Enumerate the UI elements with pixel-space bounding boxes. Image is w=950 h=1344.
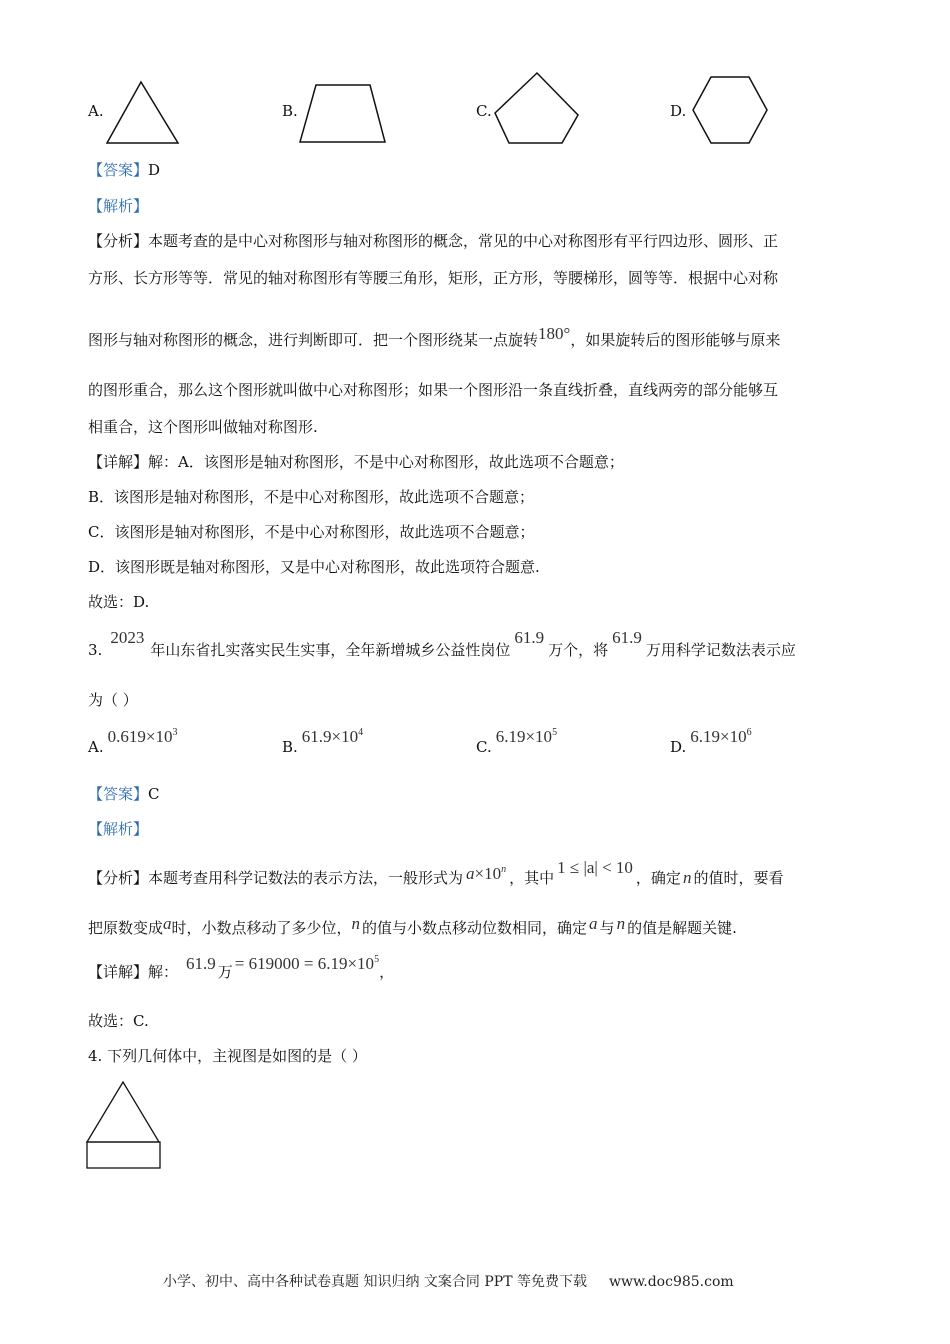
detail-text: 解：A．该图形是轴对称图形，不是中心对称图形，故此选项不合题意； xyxy=(148,453,624,471)
q3-stem-line1 xyxy=(88,628,796,660)
stem-text: 年山东省扎实落实民生实事，全年新增城乡公益性岗位 xyxy=(150,641,511,659)
footer-text: 小学、初中、高中各种试卷真题 知识归纳 文案合同 PPT 等免费下载 xyxy=(163,1274,587,1290)
option-d-label: D. xyxy=(670,102,687,120)
q2-conclusion: 故选：D. xyxy=(88,593,150,611)
q2-analysis-line4: 的图形重合，那么这个图形就叫做中心对称图形；如果一个图形沿一条直线折叠，直线两旁的部分能够互 xyxy=(88,381,779,399)
option-value: 6.19×10 xyxy=(495,727,553,746)
option-a-label: A. xyxy=(88,102,104,120)
unit-wan: 万 xyxy=(217,963,233,981)
q2-analysis-line1 xyxy=(88,231,778,251)
q2-detail-line4: D．该图形既是轴对称图形，又是中心对称图形，故此选项符合题意. xyxy=(88,558,540,576)
option-label: A. xyxy=(88,738,104,756)
answer-value: D xyxy=(148,161,161,179)
q3-analysis-line1 xyxy=(88,858,784,888)
q3-explain-tag: 【解析】 xyxy=(88,820,149,838)
number-61-9: 61.9 xyxy=(186,954,216,973)
q3-conclusion: 故选：C. xyxy=(88,1012,149,1030)
answer-tag: 【答案】 xyxy=(88,785,149,803)
analysis-tag: 【分析】 xyxy=(88,232,149,250)
analysis-text: 图形与轴对称图形的概念，进行判断即可．把一个图形绕某一点旋转 xyxy=(88,331,539,349)
analysis-text: 的值时，要看 xyxy=(693,869,784,887)
exponent-n: n xyxy=(501,864,507,875)
q2-analysis-line5: 相重合，这个图形叫做轴对称图形. xyxy=(88,418,318,436)
q2-detail-line2: B．该图形是轴对称图形，不是中心对称图形，故此选项不合题意； xyxy=(88,488,535,506)
analysis-text: ，其中 xyxy=(509,869,555,887)
number-61-9: 61.9 xyxy=(514,628,545,647)
analysis-text: 与 xyxy=(599,919,615,937)
answer-value: C xyxy=(148,785,160,803)
var-n: n xyxy=(351,914,361,933)
hexagon-figure xyxy=(690,74,770,146)
detail-tag: 【详解】 xyxy=(88,963,149,981)
comma: ， xyxy=(379,963,395,981)
option-value: 61.9×10 xyxy=(301,727,359,746)
analysis-text: 的值与小数点移动位数相同，确定 xyxy=(362,919,588,937)
q4-stem: 4. 下列几何体中，主视图是如图的是（ ） xyxy=(88,1047,367,1065)
q2-detail-line3: C．该图形是轴对称图形，不是中心对称图形，故此选项不合题意； xyxy=(88,523,535,541)
analysis-text: 本题考查用科学记数法的表示方法，一般形式为 xyxy=(148,869,464,887)
q2-answer xyxy=(88,160,160,180)
option-value: 0.619×10 xyxy=(107,727,173,746)
q3-stem-line2: 为（ ） xyxy=(88,691,138,709)
analysis-text: 时，小数点移动了多少位， xyxy=(171,919,352,937)
q2-analysis-line2: 方形、长方形等等．常见的轴对称图形有等腰三角形，矩形，正方形，等腰梯形，圆等等．根据中心对称 xyxy=(88,269,779,287)
option-label: C. xyxy=(476,738,492,756)
var-a: a xyxy=(466,864,475,883)
stem-text: 万用科学记数法表示应 xyxy=(645,641,796,659)
analysis-text: ，确定 xyxy=(635,869,681,887)
times-ten: ×10 xyxy=(474,864,502,883)
var-a: a xyxy=(589,914,598,933)
equation-exponent: 5 xyxy=(374,954,380,965)
var-n: n xyxy=(682,868,692,887)
front-view-figure xyxy=(86,1080,164,1172)
var-a: a xyxy=(163,914,172,933)
pentagon-figure xyxy=(492,70,580,146)
number-61-9: 61.9 xyxy=(612,628,642,647)
trapezoid-figure xyxy=(298,82,388,146)
condition-range: 1 ≤ |a| < 10 xyxy=(557,858,633,877)
option-exponent: 3 xyxy=(172,727,178,738)
option-exponent: 6 xyxy=(746,727,752,738)
analysis-text: ，如果旋转后的图形能够与原来 xyxy=(570,331,781,349)
stem-text: 万个，将 xyxy=(548,641,609,659)
option-value: 6.19×10 xyxy=(690,727,747,746)
analysis-text: 的值是解题关键. xyxy=(627,919,737,937)
q2-detail-line1 xyxy=(88,452,624,472)
footer xyxy=(163,1271,734,1291)
option-b-label: B. xyxy=(282,102,298,120)
q3-answer xyxy=(88,784,160,804)
detail-tag: 【详解】 xyxy=(88,453,149,471)
option-exponent: 4 xyxy=(358,727,364,738)
var-n: n xyxy=(616,914,626,933)
footer-url[interactable]: www.doc985.com xyxy=(608,1274,734,1290)
option-label: B. xyxy=(282,738,298,756)
q3-detail xyxy=(88,954,395,982)
option-c-label: C. xyxy=(476,102,492,120)
option-label: D. xyxy=(670,738,687,756)
q2-explain-tag: 【解析】 xyxy=(88,197,149,215)
q3-analysis-line2 xyxy=(88,914,737,938)
option-exponent: 5 xyxy=(552,727,558,738)
detail-text: 解： xyxy=(148,963,179,981)
year-value: 2023 xyxy=(110,628,145,647)
answer-tag: 【答案】 xyxy=(88,161,149,179)
analysis-tag: 【分析】 xyxy=(88,869,149,887)
angle-180: 180° xyxy=(538,324,571,343)
analysis-text: 把原数变成 xyxy=(88,919,164,937)
triangle-figure xyxy=(105,78,181,146)
analysis-text: 本题考查的是中心对称图形与轴对称图形的概念，常见的中心对称图形有平行四边形、圆形、正 xyxy=(148,232,779,250)
q2-analysis-line3 xyxy=(88,324,781,350)
question-number: 3. xyxy=(88,641,103,659)
equation: = 619000 = 6.19×10 xyxy=(234,954,375,973)
